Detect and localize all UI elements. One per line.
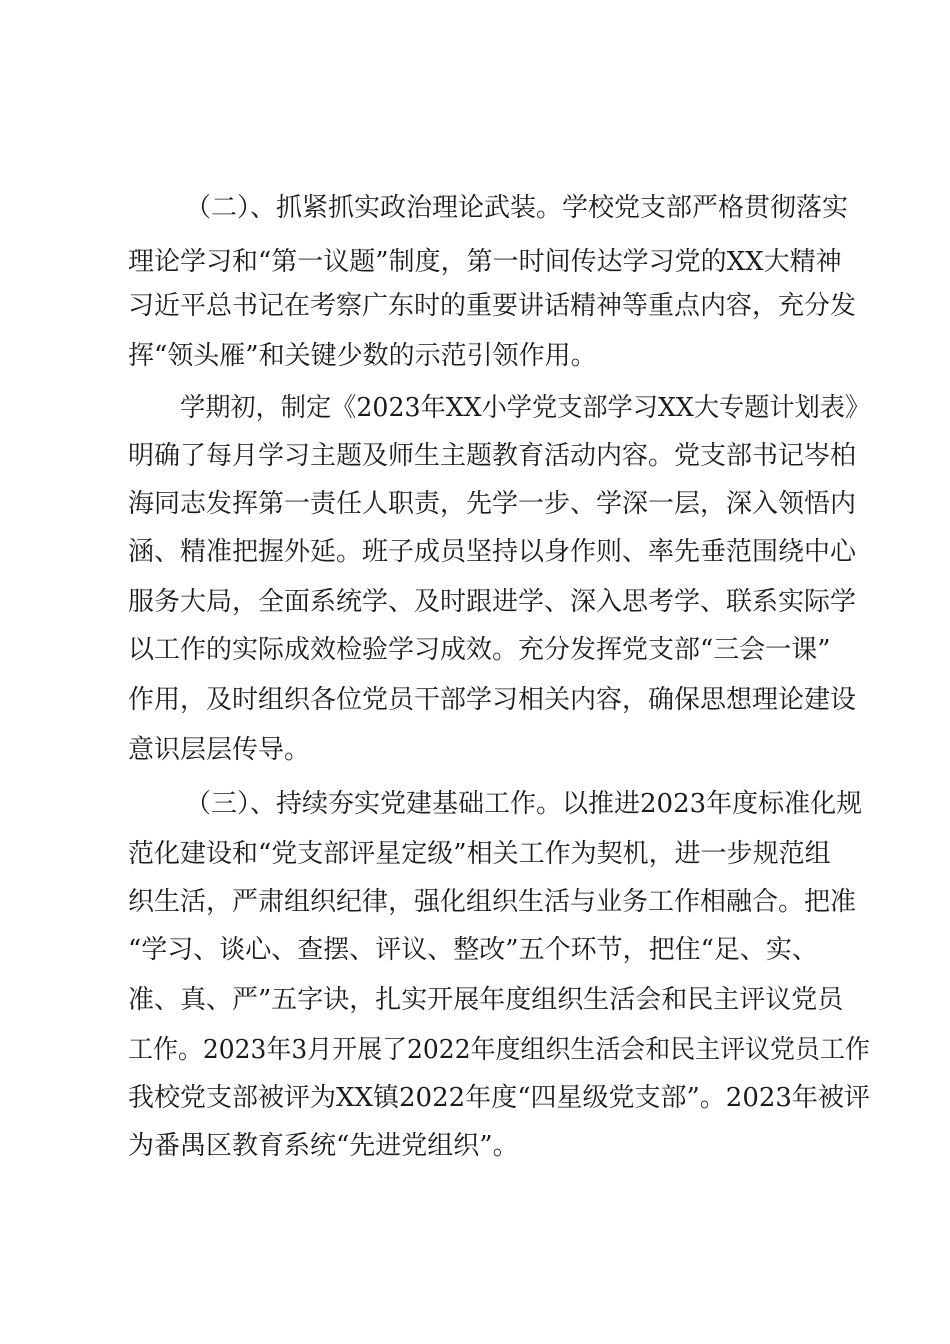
text-line: “学习、谈心、查摆、评议、整改”五个环节，把住“足、实、: [128, 935, 818, 965]
text-line: 我校党支部被评为XX镇2022年度“四星级党支部”。2023年被评: [128, 1083, 870, 1113]
text-line: 作用，及时组织各位党员干部学习相关内容，确保思想理论建设: [128, 685, 857, 715]
text-line: 海同志发挥第一责任人职责，先学一步、学深一层，深入领悟内: [128, 489, 857, 519]
text-line: 以工作的实际成效检验学习成效。充分发挥党支部“三会一课”: [128, 635, 831, 665]
text-line: 范化建设和“党支部评星定级”相关工作为契机，进一步规范组: [128, 839, 831, 869]
text-line: 准、真、严”五字诀，扎实开展年度组织生活会和民主评议党员: [128, 985, 844, 1015]
text-line: （二）、抓紧抓实政治理论武装。学校党支部严格贯彻落实: [185, 193, 849, 223]
text-line: 工作。2023年3月开展了2022年度组织生活会和民主评议党员工作: [128, 1035, 870, 1065]
text-line: 挥“领头雁”和关键少数的示范引领作用。: [128, 341, 597, 371]
text-line: 意识层层传导。: [128, 735, 311, 765]
text-line: 理论学习和“第一议题”制度，第一时间传达学习党的XX大精神: [128, 247, 842, 277]
text-line: 为番禺区教育系统“先进党组织”。: [128, 1131, 519, 1161]
text-line: 涵、精准把握外延。班子成员坚持以身作则、率先垂范围绕中心: [128, 537, 857, 567]
text-line: 习近平总书记在考察广东时的重要讲话精神等重点内容，充分发: [128, 291, 857, 321]
text-line: 服务大局，全面系统学、及时跟进学、深入思考学、联系实际学: [128, 587, 857, 617]
text-line: 明确了每月学习主题及师生主题教育活动内容。党支部书记岑柏: [128, 441, 857, 471]
text-line: 织生活，严肃组织纪律，强化组织生活与业务工作相融合。把准: [128, 887, 857, 917]
text-line: （三）、持续夯实党建基础工作。以推进2023年度标准化规: [185, 789, 863, 819]
text-line: 学期初，制定《2023年XX小学党支部学习XX大专题计划表》: [180, 393, 871, 423]
